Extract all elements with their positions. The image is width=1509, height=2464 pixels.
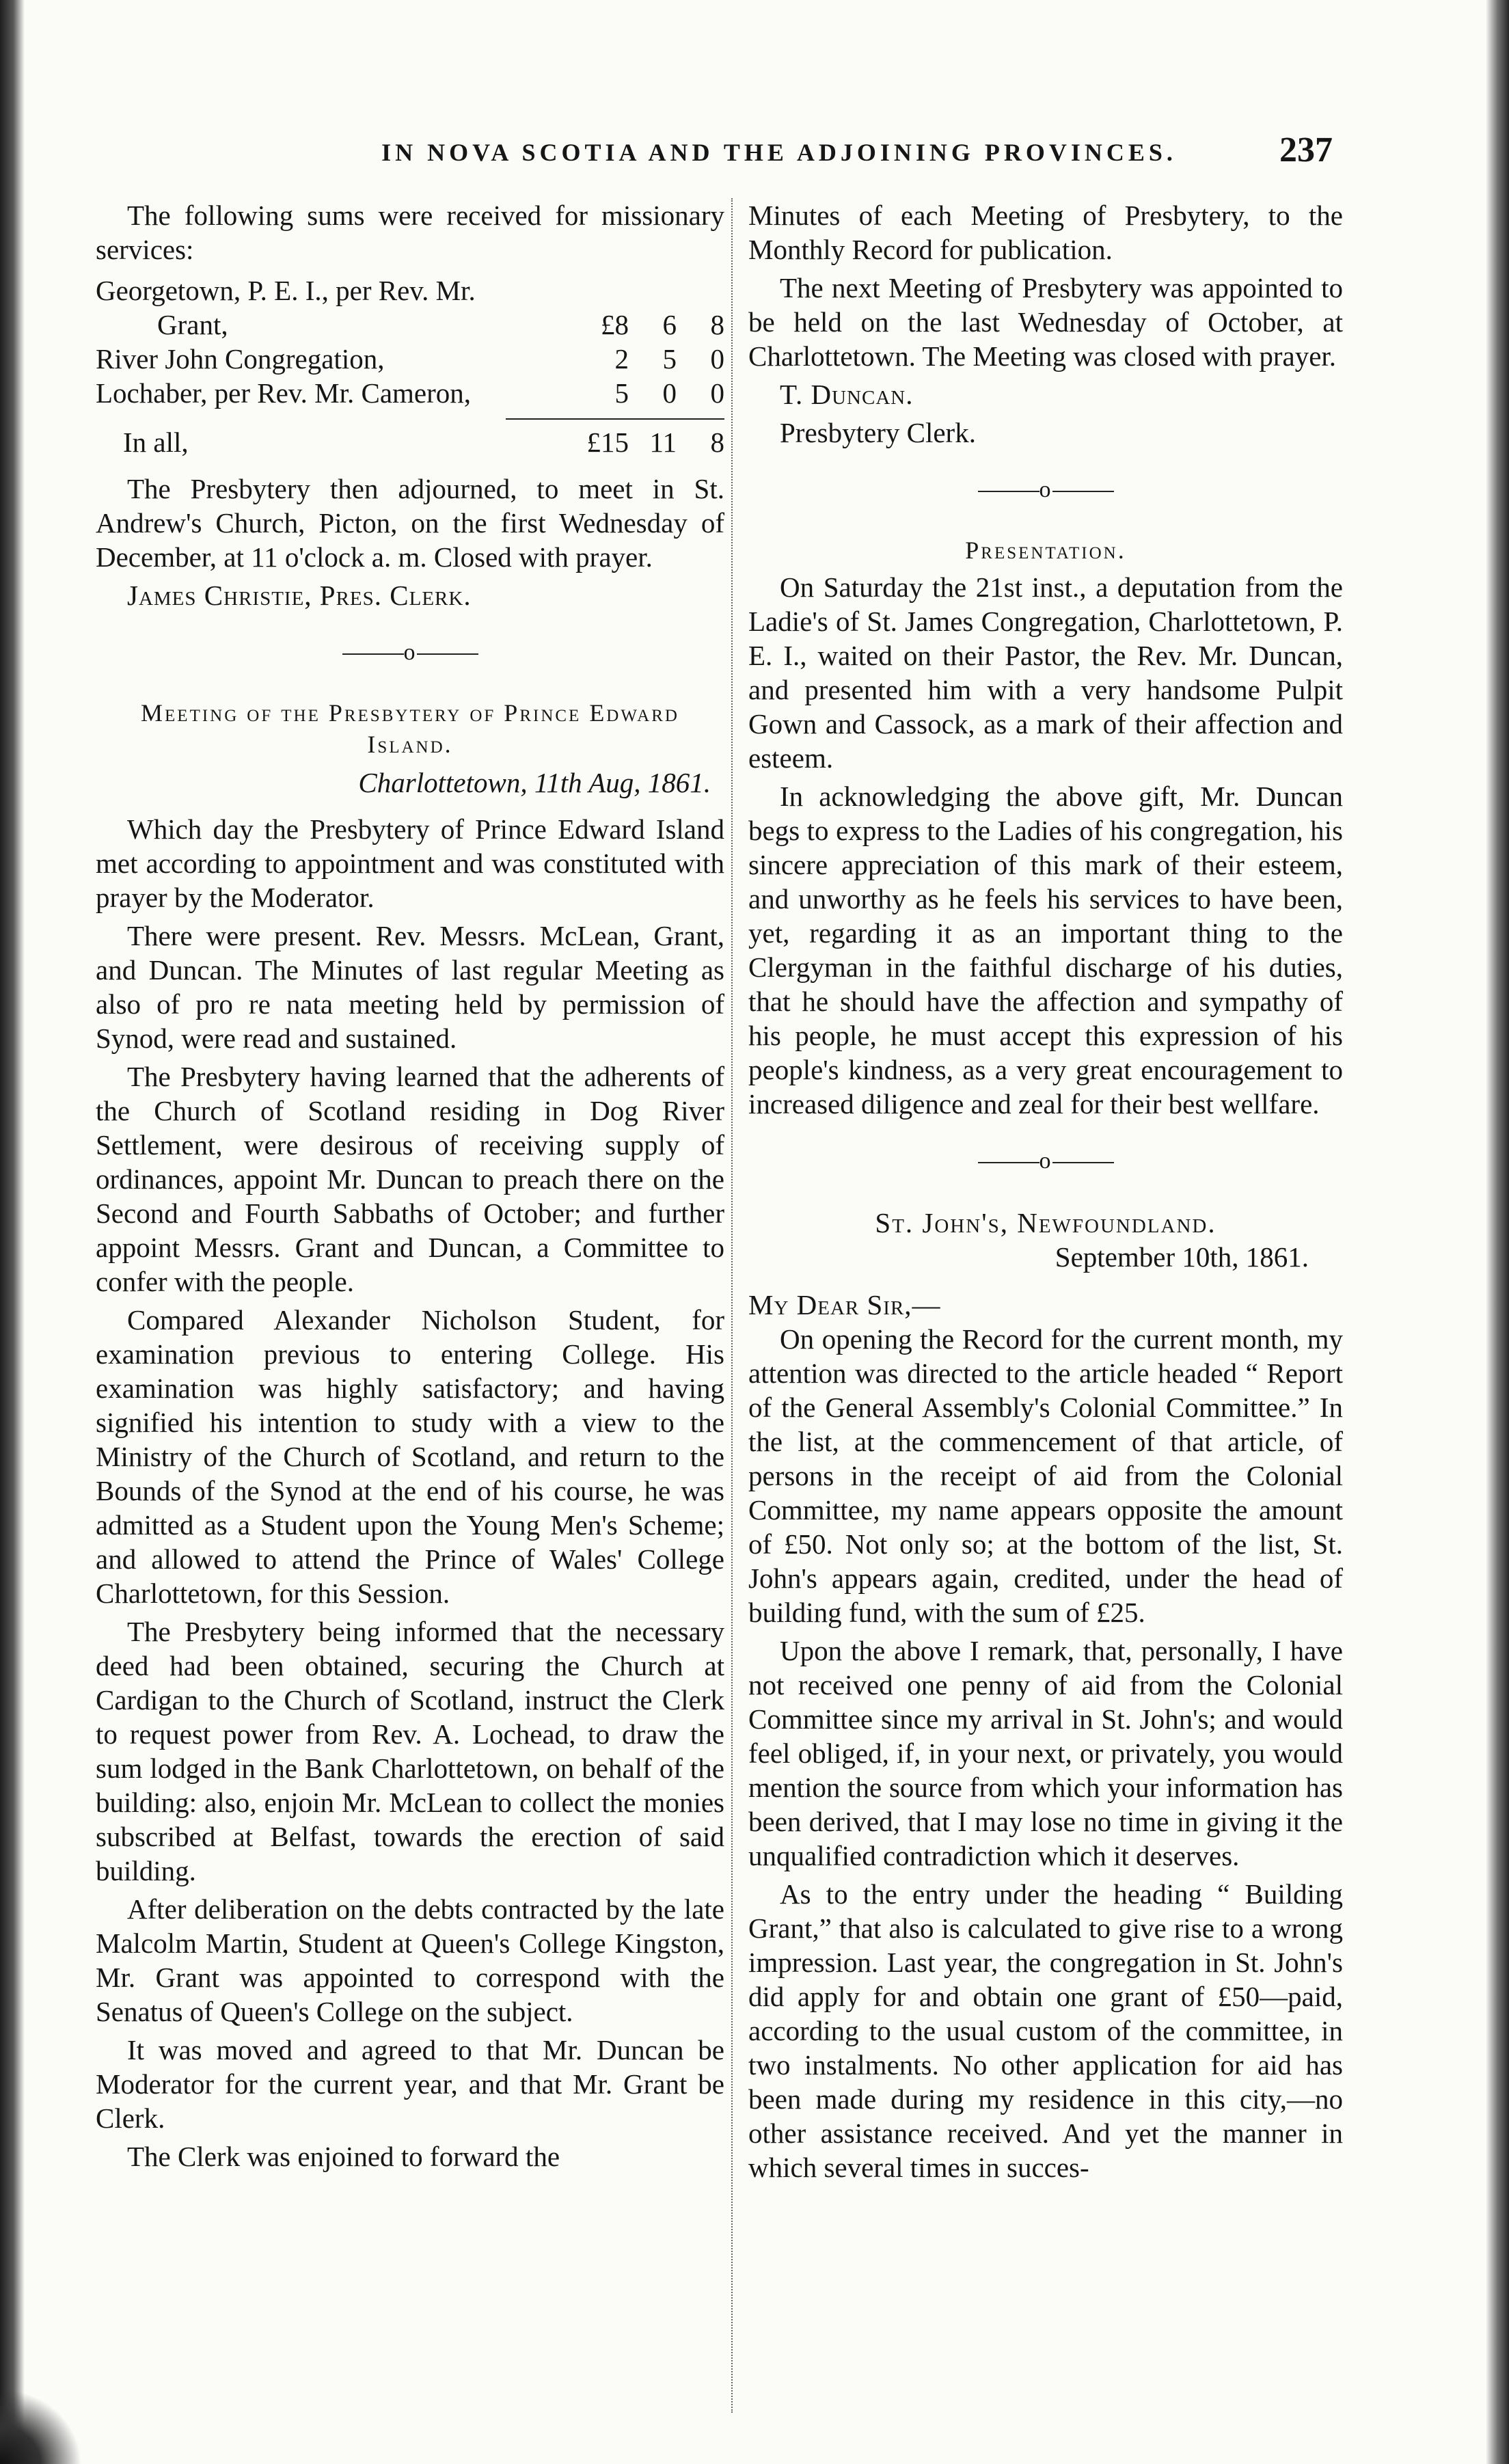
sum-row [96, 273, 724, 342]
meeting-paragraph: Compared Alexander Nicholson Student, for examination previous to entering College. His examination was highly satisfactory; and having signified his intention to study with a view to the Ministry of the Church of Scotland, and return to the Bounds of the Synod at the end of his course, he was admitted as a Student upon the Young Men's Scheme; and allowed to attend the Prince of Wales' College Charlottetown, for this Session. [96, 1304, 724, 1609]
sum-pence: 0 [710, 377, 724, 409]
total-shillings: 11 [649, 427, 677, 458]
sum-pence: 0 [710, 343, 724, 375]
next-meeting-paragraph: The next Meeting of Presbytery was appointed to be held on the last Wednesday of October, at Charlottetown. The Meeting was closed with prayer. [748, 272, 1343, 372]
meeting-paragraph: The Clerk was enjoined to forward the [127, 2141, 560, 2172]
sum-row [96, 342, 724, 376]
corner-shadow [0, 2389, 82, 2464]
page-header [103, 130, 1333, 178]
sum-name: River John Congregation, [96, 343, 385, 375]
meeting-paragraph: After deliberation on the debts contracted by the late Malcolm Martin, Student at Queen's College Kingston, Mr. Grant was appointed to correspond with the Senatus of Queen's College on the subject. [96, 1893, 724, 2027]
sum-name-cont: Grant, [157, 309, 228, 340]
sum-name: Lochaber, per Rev. Mr. Cameron, [96, 377, 472, 409]
sum-pounds: 5 [614, 377, 629, 409]
presentation-paragraph: In acknowledging the above gift, Mr. Duncan begs to express to the Ladies of his congregation, his sincere appreciation of this mark of their esteem, and unworthy as he feels his services to have been, yet, regarding it as an important thing to the Clergyman in the faithful discharge of his duties, that he should have the affection and sympathy of his people, he must accept this expression of his people's kindness, as a very great encouragement to increased diligence and zeal for their best wellfare. [748, 781, 1343, 1120]
sum-pounds: 2 [614, 343, 629, 375]
total-pounds: £15 [586, 427, 629, 458]
sums-table [96, 273, 724, 459]
sum-shillings: 6 [662, 309, 677, 340]
letter-place: St. John's, Newfoundland. [875, 1207, 1216, 1238]
sum-shillings: 5 [662, 343, 677, 375]
section-separator: o [748, 1144, 1343, 1178]
running-title: IN NOVA SCOTIA AND THE ADJOINING PROVINCES. [381, 139, 1177, 166]
letter-date: September 10th, 1861. [1055, 1241, 1309, 1273]
sum-shillings: 0 [662, 377, 677, 409]
clerk-signature: James Christie, Pres. Clerk. [127, 580, 472, 611]
meeting-paragraph: It was moved and agreed to that Mr. Duncan be Moderator for the current year, and that Mr. Grant be Clerk. [96, 2034, 724, 2134]
meeting-date: Charlottetown, 11th Aug, 1861. [358, 767, 711, 798]
total-label: In all, [123, 427, 189, 458]
presentation-paragraph: On Saturday the 21st inst., a deputation from the Ladie's of St. James Congregation, Charlottetown, P. E. I., waited on their Pastor, the Rev. Mr. Duncan, and presented him with a very handsome Pulpit Gown and Cassock, as a mark of their affection and esteem. [748, 571, 1343, 774]
duncan-signature: T. Duncan. [780, 379, 914, 410]
sum-pence: 8 [710, 309, 724, 340]
adjourn-paragraph: The Presbytery then adjourned, to meet in St. Andrew's Church, Picton, on the first Wednesday of December, at 11 o'clock a. m. Closed with prayer. [96, 473, 724, 573]
letter-paragraph: As to the entry under the heading “ Building Grant,” that also is calculated to give rise to a wrong impression. Last year, the congregation in St. John's did apply for and obtain one grant of £50—paid, according to the usual custom of the committee, in two instalments. No other application for aid has been made during my residence in this city,—no other assistance received. And yet the manner in which several times in succes- [748, 1878, 1343, 2183]
meeting-paragraph: There were present. Rev. Messrs. McLean, Grant, and Duncan. The Minutes of last regular Meeting as also of pro re nata meeting held by permission of Synod, were read and sustained. [96, 920, 724, 1054]
sum-total-row [96, 425, 724, 459]
sum-name: Georgetown, P. E. I., per Rev. Mr. [96, 275, 476, 306]
sum-row [96, 376, 724, 410]
meeting-paragraph: Which day the Presbytery of Prince Edward Island met according to appointment and was constituted with prayer by the Moderator. [96, 813, 724, 913]
meeting-heading: Meeting of the Presbytery of Prince Edward Island. [141, 699, 679, 758]
duncan-title: Presbytery Clerk. [780, 417, 976, 448]
page-binding-shadow [0, 0, 25, 2464]
meeting-paragraph: The Presbytery having learned that the adherents of the Church of Scotland residing in Dog River Settlement, were desirous of receiving supply of ordinances, appoint Mr. Duncan to preach there on the Second and Fourth Sabbaths of October; and further appoint Messrs. Grant and Duncan, a Committee to confer with the people. [96, 1061, 724, 1297]
left-column [96, 198, 724, 2178]
page-edge-shadow [1486, 0, 1509, 2464]
letter-paragraph: Upon the above I remark, that, personally, I have not received one penny of aid from the Colonial Committee since my arrival in St. John's; and would feel obliged, if, in your next, or privately, you would mention the source from which your information has been derived, that I may lose no time in giving it the unqualified contradiction which it deserves. [748, 1635, 1343, 1871]
column-divider [731, 198, 733, 2413]
sum-pounds: £8 [601, 309, 629, 340]
right-column [748, 198, 1343, 2189]
presentation-heading: Presentation. [965, 537, 1126, 564]
section-separator: o [96, 636, 724, 670]
page-number: 237 [1279, 131, 1333, 170]
meeting-paragraph: The Presbytery being informed that the necessary deed had been obtained, securing the Church at Cardigan to the Church of Scotland, instruct the Clerk to request power from Rev. A. Lochead, to draw the sum lodged in the Bank Charlottetown, on behalf of the building: also, enjoin Mr. McLean to collect the monies subscribed at Belfast, towards the erection of said building. [96, 1616, 724, 1886]
section-separator: o [748, 473, 1343, 507]
letter-paragraph: On opening the Record for the current month, my attention was directed to the article headed “ Report of the General Assembly's Colonial Committee.” In the list, at the commencement of that article, of persons in the receipt of aid from the Colonial Committee, my name appears opposite the amount of £50. Not only so; at the bottom of the list, St. John's appears again, credited, under the head of building fund, with the sum of £25. [748, 1323, 1343, 1628]
minutes-continuation: Minutes of each Meeting of Presbytery, to the Monthly Record for publication. [748, 200, 1343, 265]
total-pence: 8 [710, 427, 724, 458]
letter-salutation: My Dear Sir,— [748, 1289, 941, 1321]
sum-rule [506, 418, 724, 420]
sums-intro: The following sums were received for missionary services: [96, 200, 724, 265]
